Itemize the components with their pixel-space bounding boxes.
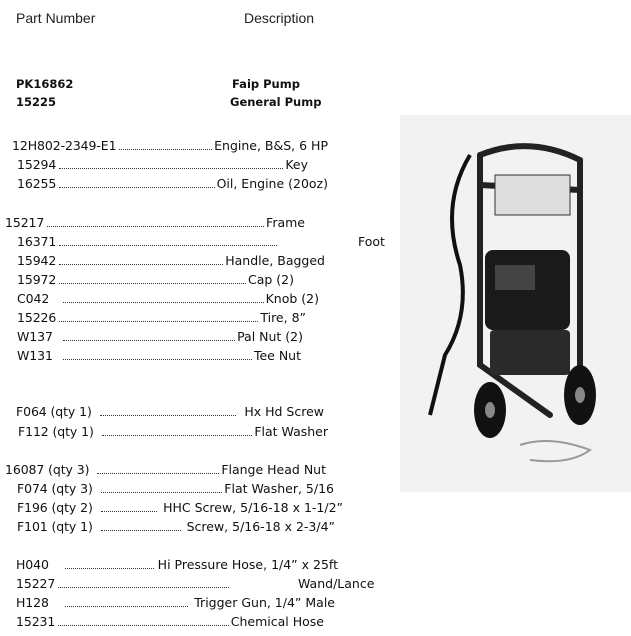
part-number: 15231 bbox=[16, 614, 56, 629]
part-description: Flat Washer bbox=[254, 424, 328, 439]
part-description: Cap (2) bbox=[247, 272, 294, 287]
leader-dots bbox=[97, 473, 219, 474]
part-description: Tee Nut bbox=[253, 348, 301, 363]
part-description: Chemical Hose bbox=[230, 614, 324, 629]
part-description: Flange Head Nut bbox=[221, 462, 326, 477]
part-row bbox=[16, 614, 324, 630]
part-description: Frame bbox=[266, 215, 305, 230]
part-number: 16371 bbox=[17, 234, 57, 249]
leader-dots bbox=[65, 606, 188, 607]
part-description: Key bbox=[285, 157, 308, 172]
part-number: F074 (qty 3) bbox=[17, 481, 93, 496]
part-number: W131 bbox=[17, 348, 53, 363]
pump-desc: Faip Pump bbox=[232, 77, 300, 91]
part-number: 16087 (qty 3) bbox=[5, 462, 90, 477]
part-description: HHC Screw, 5/16-18 x 1-1/2” bbox=[163, 500, 343, 515]
part-row bbox=[17, 253, 325, 269]
part-row bbox=[17, 481, 334, 497]
leader-dots bbox=[65, 568, 154, 569]
part-number-header: Part Number bbox=[16, 10, 96, 26]
part-number: F064 (qty 1) bbox=[16, 404, 92, 419]
part-description: Pal Nut (2) bbox=[237, 329, 303, 344]
part-description: Engine, B&S, 6 HP bbox=[214, 138, 328, 153]
part-description: Screw, 5/16-18 x 2-3/4” bbox=[186, 519, 335, 534]
part-row bbox=[17, 176, 328, 192]
part-number: W137 bbox=[17, 329, 53, 344]
leader-dots bbox=[101, 530, 181, 531]
leader-dots bbox=[59, 283, 246, 284]
part-number: 12H802-2349-E1 bbox=[12, 138, 117, 153]
part-row bbox=[16, 576, 231, 592]
part-row bbox=[17, 348, 301, 364]
part-row bbox=[17, 519, 335, 535]
part-description: Trigger Gun, 1/4” Male bbox=[194, 595, 335, 610]
leader-dots bbox=[59, 321, 258, 322]
leader-dots bbox=[63, 340, 235, 341]
leader-dots bbox=[47, 226, 264, 227]
part-number: 15942 bbox=[17, 253, 57, 268]
pump-part: 15225 bbox=[16, 95, 57, 109]
part-row bbox=[17, 272, 294, 288]
part-description: Oil, Engine (20oz) bbox=[216, 176, 328, 191]
leader-dots bbox=[59, 264, 223, 265]
part-description: Knob (2) bbox=[265, 291, 319, 306]
part-row bbox=[17, 291, 319, 307]
part-number: 15227 bbox=[16, 576, 56, 591]
part-row bbox=[18, 424, 328, 440]
leader-dots bbox=[63, 302, 263, 303]
leader-dots bbox=[59, 187, 214, 188]
part-number: 15217 bbox=[5, 215, 45, 230]
leader-dots bbox=[58, 625, 229, 626]
pump-desc: General Pump bbox=[230, 95, 322, 109]
part-number: 15226 bbox=[17, 310, 57, 325]
part-row bbox=[17, 500, 343, 516]
part-row bbox=[16, 404, 324, 420]
part-number: 16255 bbox=[17, 176, 57, 191]
description-header: Description bbox=[244, 10, 315, 26]
leader-dots bbox=[59, 168, 283, 169]
part-number: 15294 bbox=[17, 157, 57, 172]
part-description: Handle, Bagged bbox=[225, 253, 325, 268]
part-row bbox=[16, 595, 335, 611]
leader-dots bbox=[63, 359, 252, 360]
part-row bbox=[12, 138, 328, 154]
part-description: Hi Pressure Hose, 1/4” x 25ft bbox=[157, 557, 338, 572]
leader-dots bbox=[58, 587, 229, 588]
part-number: F196 (qty 2) bbox=[17, 500, 93, 515]
part-description: Wand/Lance bbox=[298, 576, 375, 591]
part-row bbox=[17, 157, 308, 173]
pump-part: PK16862 bbox=[16, 77, 74, 91]
leader-dots bbox=[101, 492, 223, 493]
leader-dots bbox=[102, 435, 253, 436]
leader-dots bbox=[101, 511, 157, 512]
leader-dots bbox=[100, 415, 237, 416]
part-number: H040 bbox=[16, 557, 49, 572]
part-number: F112 (qty 1) bbox=[18, 424, 94, 439]
leader-dots bbox=[119, 149, 212, 150]
part-row bbox=[5, 215, 305, 231]
part-number: H128 bbox=[16, 595, 49, 610]
part-row bbox=[5, 462, 326, 478]
part-description: Hx Hd Screw bbox=[244, 404, 324, 419]
part-description: Flat Washer, 5/16 bbox=[224, 481, 334, 496]
part-description: Foot bbox=[358, 234, 385, 249]
leader-dots bbox=[59, 245, 277, 246]
part-number: 15972 bbox=[17, 272, 57, 287]
pressure-washer-photo bbox=[400, 115, 631, 492]
part-number: F101 (qty 1) bbox=[17, 519, 93, 534]
part-row bbox=[17, 329, 303, 345]
part-row bbox=[17, 234, 279, 250]
part-row bbox=[16, 557, 338, 573]
part-number: C042 bbox=[17, 291, 50, 306]
part-row bbox=[17, 310, 306, 326]
part-description: Tire, 8” bbox=[260, 310, 306, 325]
